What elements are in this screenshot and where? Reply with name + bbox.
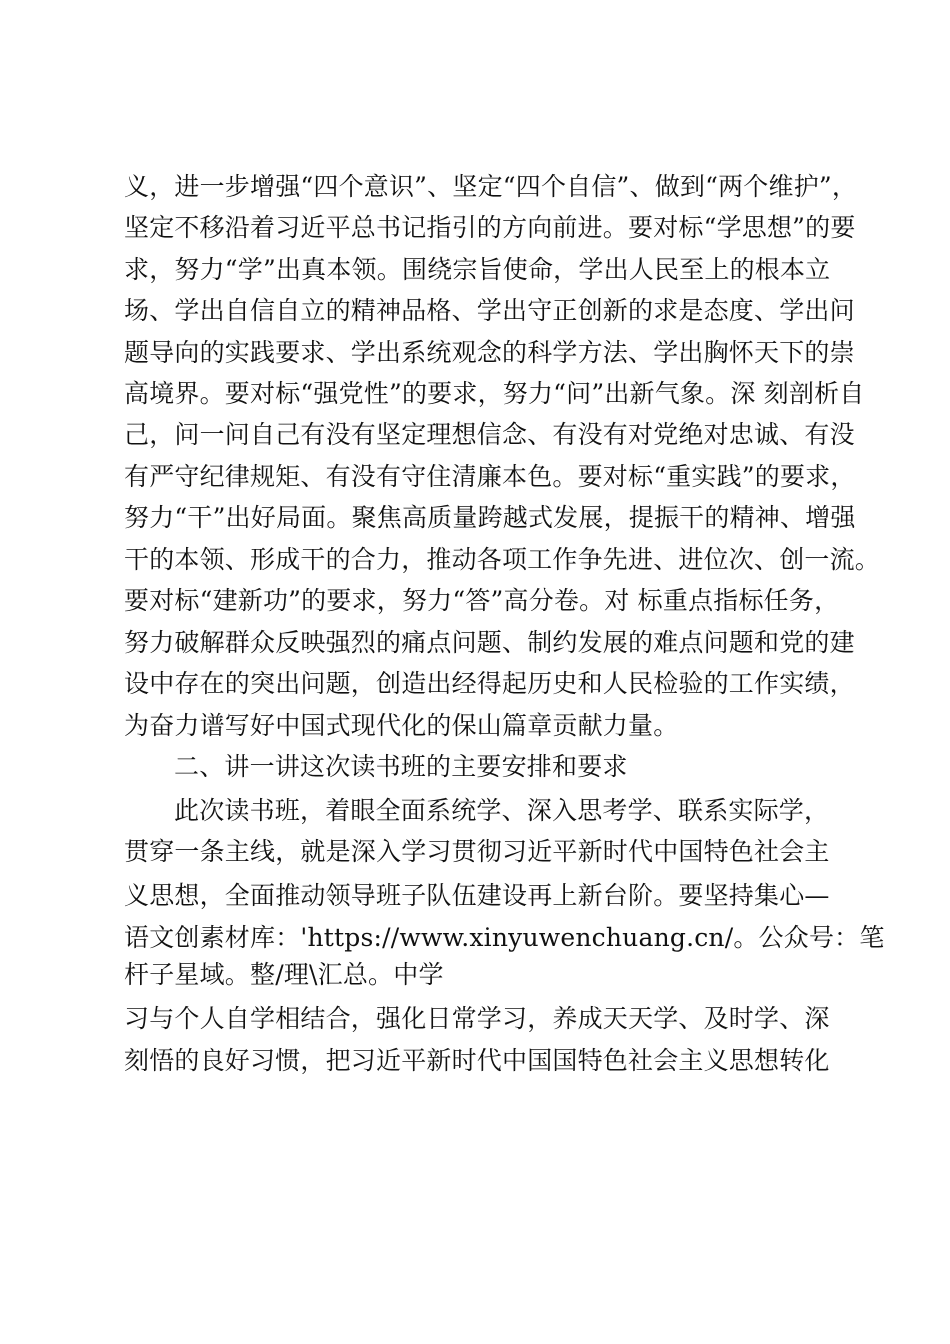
text-line-4: 场、学出自信自立的精神品格、学出守正创新的求是态度、学出问 <box>124 296 855 325</box>
text-line-14: 为奋力谱写好中国式现代化的保山篇章贡献力量。 <box>124 711 679 740</box>
text-line-19: 语文创素材库：'https://www.xinyuwenchuang.cn/。公众号：笔 <box>124 923 885 952</box>
text-line-10: 干的本领、形成干的合力，推动各项工作争先进、进位次、创一流。 <box>124 545 881 574</box>
text-line-12: 努力破解群众反映强烈的痛点问题、制约发展的难点问题和党的建 <box>124 628 855 657</box>
text-line-21: 习与个人自学相结合，强化日常学习，养成天天学、及时学、深 <box>124 1004 830 1033</box>
text-line-1: 义，进一步增强“四个意识”、坚定“四个自信”、做到“两个维护”， <box>124 172 858 201</box>
section-heading: 二、讲一讲这次读书班的主要安排和要求 <box>174 752 628 781</box>
text-line-2: 坚定不移沿着习近平总书记指引的方向前进。要对标“学思想”的要 <box>124 213 856 242</box>
text-line-20: 杆子星域。整/理\汇总。中学 <box>124 960 444 989</box>
text-line-11: 要对标“建新功”的要求，努力“答”高分卷。对 标重点指标任务， <box>124 586 840 615</box>
text-line-3: 求，努力“学”出真本领。围绕宗旨使命，学出人民至上的根本立 <box>124 255 831 284</box>
text-line-22: 刻悟的良好习惯，把习近平新时代中国国特色社会主义思想转化 <box>124 1046 830 1075</box>
text-line-5: 题导向的实践要求、学出系统观念的科学方法、学出胸怀天下的崇 <box>124 338 855 367</box>
text-line-9: 努力“干”出好局面。聚焦高质量跨越式发展，提振干的精神、增强 <box>124 503 856 532</box>
text-line-18: 义思想，全面推动领导班子队伍建设再上新台阶。要坚持集心— <box>124 881 830 910</box>
text-line-8: 有严守纪律规矩、有没有守住清廉本色。要对标“重实践”的要求， <box>124 462 856 491</box>
text-line-17: 贯穿一条主线，就是深入学习贯彻习近平新时代中国特色社会主 <box>124 837 830 866</box>
text-line-6: 高境界。要对标“强党性”的要求，努力“问”出新气象。深 刻剖析自 <box>124 379 865 408</box>
text-line-7: 己，问一问自己有没有坚定理想信念、有没有对党绝对忠诚、有没 <box>124 420 855 449</box>
text-line-13: 设中存在的突出问题，创造出经得起历史和人民检验的工作实绩， <box>124 669 855 698</box>
text-line-16: 此次读书班，着眼全面系统学、深入思考学、联系实际学， <box>174 796 830 825</box>
